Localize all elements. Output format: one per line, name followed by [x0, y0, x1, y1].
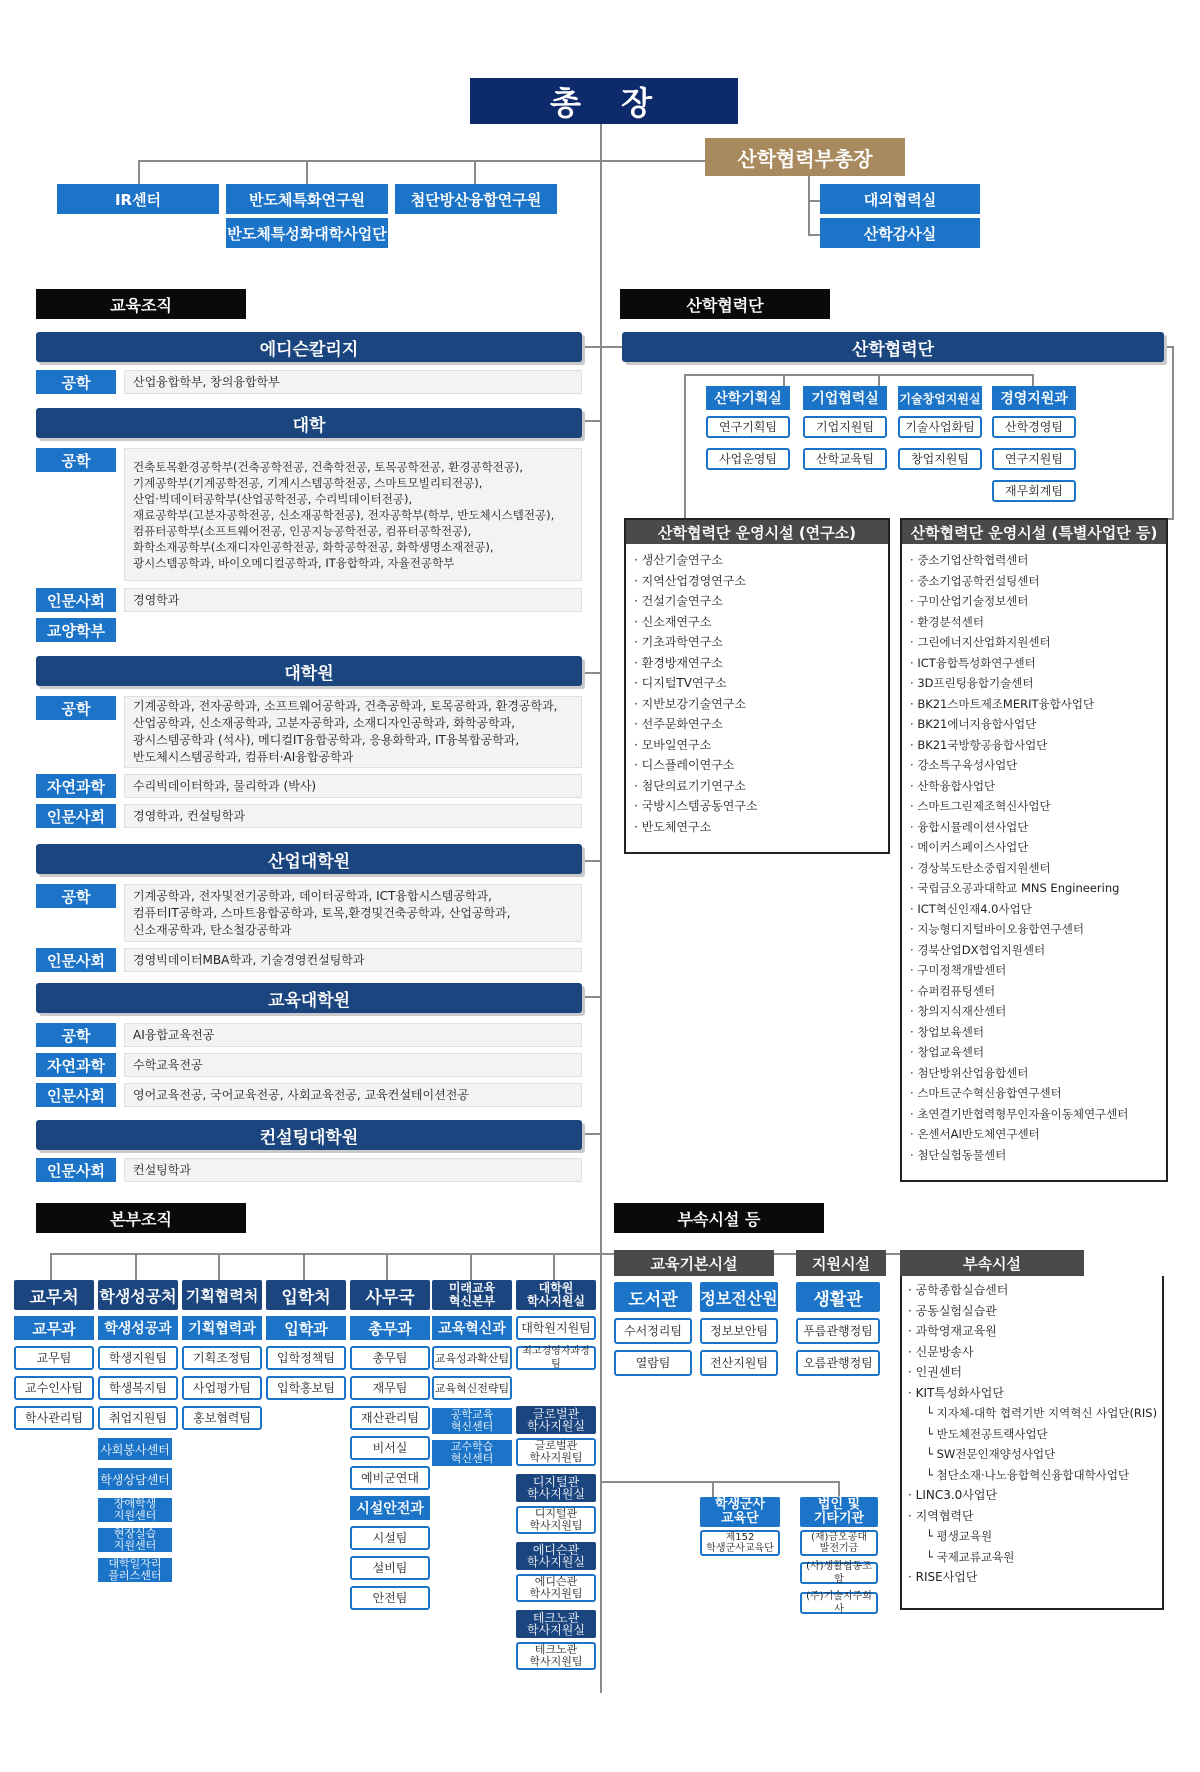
info-center-box: 정보전산원	[700, 1282, 778, 1312]
hq-team: 학생지원팀	[98, 1346, 178, 1370]
hq-team: 학생복지팀	[98, 1376, 178, 1400]
special-project-item: · BK21스마트제조MERIT융합사업단	[910, 694, 1160, 715]
vice-president-box: 산학협력부총장	[705, 138, 905, 176]
special-projects-box	[900, 518, 1168, 1182]
special-project-item: · 창업보육센터	[910, 1022, 1160, 1043]
hq-sub: 총무과	[350, 1316, 430, 1340]
attached-item: · 과학영재교육원	[908, 1324, 997, 1338]
education-graduate-header: 교육대학원	[36, 983, 582, 1013]
research-institute-item: · 첨단의료기기연구소	[634, 776, 882, 797]
consulting-graduate-header: 컨설팅대학원	[36, 1120, 582, 1150]
corp-sub: (사)생활협동조합	[800, 1562, 878, 1584]
hq-head: 학생성공처	[98, 1280, 178, 1310]
special-projects-title: 산학협력단 운영시설 (특별사업단 등)	[902, 520, 1166, 544]
iuc-team: 사업운영팀	[706, 448, 790, 470]
attached-list-box	[900, 1276, 1164, 1610]
attached-item: · KIT특성화사업단	[908, 1385, 1004, 1400]
aff-team: 전산지원팀	[700, 1350, 778, 1376]
research-institute-item: · 지반보강기술연구소	[634, 694, 882, 715]
special-project-item: · 강소특구육성사업단	[910, 755, 1160, 776]
section-affiliated: 부속시설 등	[614, 1203, 824, 1233]
president-box: 총 장	[470, 78, 738, 124]
special-project-item: · 스마트그린제조혁신사업단	[910, 796, 1160, 817]
university-header: 대학	[36, 408, 582, 438]
iuc-dept-management: 경영지원과	[992, 386, 1076, 410]
hq-support-head: 에디슨관 학사지원실	[516, 1542, 596, 1570]
attached-sub-item: └ 국제교류교육원	[926, 1549, 1015, 1564]
special-project-item: · 첨단실험동물센터	[910, 1145, 1160, 1166]
edugrad-tag-nat: 자연과학	[36, 1053, 116, 1077]
special-project-item: · ICT융합특성화연구센터	[910, 653, 1160, 674]
special-project-item: · 경상북도탄소중립지원센터	[910, 858, 1160, 879]
special-project-item: · 국립금오공과대학교 MNS Engineering	[910, 878, 1160, 899]
hq-center: 현장실습 지원센터	[98, 1528, 172, 1552]
industrial-graduate-header: 산업대학원	[36, 844, 582, 874]
indgrad-tag-hum: 인문사회	[36, 948, 116, 972]
research-institute-item: · 환경방재연구소	[634, 653, 882, 674]
semiconductor-institute: 반도체특화연구원	[226, 184, 388, 214]
research-institute-item: · 국방시스템공동연구소	[634, 796, 882, 817]
research-institute-item: · 기초과학연구소	[634, 632, 882, 653]
attached-header: 부속시설	[900, 1250, 1084, 1276]
research-institute-item: · 선주문화연구소	[634, 714, 882, 735]
iuc-team: 창업지원팀	[898, 448, 982, 470]
hq-support-team: 테크노관 학사지원팀	[516, 1642, 596, 1670]
hq-head: 입학처	[266, 1280, 346, 1310]
edison-tag-eng: 공학	[36, 370, 116, 394]
grad-tag-hum: 인문사회	[36, 804, 116, 828]
grad-desc-nat: 수리빅데이터학과, 물리학과 (박사)	[124, 774, 582, 798]
rotc-sub: 제152 학생군사교육단	[700, 1530, 780, 1556]
special-project-item: · 지능형디지털바이오융합연구센터	[910, 919, 1160, 940]
special-project-item: · 중소기업산학협력센터	[910, 550, 1160, 571]
indgrad-tag-eng: 공학	[36, 884, 116, 908]
hq-center: 교수학습 혁신센터	[432, 1440, 512, 1466]
hq-center: 학생상담센터	[98, 1468, 172, 1490]
aff-team: 열람팀	[614, 1350, 692, 1376]
hq-team: 학사관리팀	[14, 1406, 94, 1430]
research-institute-item: · 디지털TV연구소	[634, 673, 882, 694]
edugrad-desc-nat: 수학교육전공	[124, 1053, 582, 1077]
hq-head: 미래교육 혁신본부	[432, 1280, 512, 1310]
hq-team: 총무팀	[350, 1346, 430, 1370]
iuc-team: 기업지원팀	[803, 416, 887, 438]
univ-tag-eng: 공학	[36, 448, 116, 472]
hq-team: 입학홍보팀	[266, 1376, 346, 1400]
special-project-item: · 첨단방위산업융합센터	[910, 1063, 1160, 1084]
special-project-item: · ICT혁신인재4.0사업단	[910, 899, 1160, 920]
hq-team: 시설팀	[350, 1526, 430, 1550]
hq-team: 사업평가팀	[182, 1376, 262, 1400]
iuc-team: 연구지원팀	[992, 448, 1076, 470]
edison-college-header: 에디슨칼리지	[36, 332, 582, 362]
hq-head: 사무국	[350, 1280, 430, 1310]
univ-desc-eng: 건축토목환경공학부(건축공학전공, 건축학전공, 토목공학전공, 환경공학전공), 기계공학부(기계공학전공, 기계시스템공학전공, 스마트모빌리티전공), 산업·빅데이터공학부(산업공학전공, 수리빅데이터전공), 재료공학부(고분자공학전공, 신소재공학전공), 전자공학부(학부, 반도체시스템전공), 컴퓨터공학부(소프트웨어전공, 인공지능공학전공, 컴퓨터공학전공), 화학소재공학부(소재디자인공학전공, 화학공학전공, 화학생명소재전공), 광시스템공학과, 바이오메디컬공학과, IT융합학과, 자율전공학부	[124, 448, 582, 581]
hq-team: 최고경영자과정팀	[516, 1346, 596, 1370]
audit-office: 산학감사실	[820, 218, 980, 248]
section-hq: 본부조직	[36, 1203, 246, 1233]
hq-sub: 기획협력과	[182, 1316, 262, 1340]
graduate-header: 대학원	[36, 656, 582, 686]
hq-team: 기획조정팀	[182, 1346, 262, 1370]
research-institute-item: · 신소재연구소	[634, 612, 882, 633]
iuc-dept-planning: 산학기획실	[706, 386, 790, 410]
hq-sub: 교무과	[14, 1316, 94, 1340]
attached-sub-item: └ 반도체전공트랙사업단	[926, 1426, 1048, 1441]
iuc-dept-startup: 기술창업지원실	[898, 386, 982, 410]
hq-support-head: 글로벌관 학사지원실	[516, 1406, 596, 1434]
hq-team: 교무팀	[14, 1346, 94, 1370]
hq-center: 사회봉사센터	[98, 1438, 172, 1460]
hq-head: 대학원 학사지원실	[516, 1280, 596, 1310]
hq-team: 비서실	[350, 1436, 430, 1460]
hq-team: 설비팀	[350, 1556, 430, 1580]
research-institute-item: · 반도체연구소	[634, 817, 882, 838]
external-affairs: 대외협력실	[820, 184, 980, 214]
special-project-item: · 온센서AI반도체연구센터	[910, 1124, 1160, 1145]
research-institutes-title: 산학협력단 운영시설 (연구소)	[626, 520, 888, 544]
special-project-item: · 그린에너지산업화지원센터	[910, 632, 1160, 653]
special-project-item: · BK21국방항공융합사업단	[910, 735, 1160, 756]
support-fac-header: 지원시설	[796, 1250, 886, 1276]
hq-team: 안전팀	[350, 1586, 430, 1610]
special-project-item: · 초연결기반협력형무인자율이동체연구센터	[910, 1104, 1160, 1125]
hq-support-team: 글로벌관 학사지원팀	[516, 1438, 596, 1466]
hq-facility-sub: 시설안전과	[350, 1496, 430, 1520]
hq-team: 재무팀	[350, 1376, 430, 1400]
univ-desc-hum: 경영학과	[124, 588, 582, 612]
iuc-team: 산학교육팀	[803, 448, 887, 470]
research-institute-item: · 디스플레이연구소	[634, 755, 882, 776]
hq-team: 예비군연대	[350, 1466, 430, 1490]
aff-team: 푸름관행정팀	[796, 1318, 880, 1344]
special-project-item: · 스마트군수혁신융합연구센터	[910, 1083, 1160, 1104]
grad-tag-nat: 자연과학	[36, 774, 116, 798]
attached-list	[902, 1276, 1162, 1588]
research-institute-item: · 생산기술연구소	[634, 550, 882, 571]
hq-support-head: 테크노관 학사지원실	[516, 1610, 596, 1638]
iuc-team: 연구기획팀	[706, 416, 790, 438]
special-project-item: · BK21에너지융합사업단	[910, 714, 1160, 735]
iuc-team: 산학경영팀	[992, 416, 1076, 438]
rotc-box: 학생군사 교육단	[700, 1497, 780, 1527]
research-institute-item: · 건설기술연구소	[634, 591, 882, 612]
attached-item: · 인권센터	[908, 1365, 962, 1379]
special-project-item: · 중소기업공학컨설팅센터	[910, 571, 1160, 592]
indgrad-desc-hum: 경영빅데이터MBA학과, 기술경영컨설팅학과	[124, 948, 582, 972]
edison-desc-eng: 산업융합학부, 창의융합학부	[124, 370, 582, 394]
special-project-item: · 창의지식재산센터	[910, 1001, 1160, 1022]
edugrad-desc-hum: 영어교육전공, 국어교육전공, 사회교육전공, 교육컨설테이션전공	[124, 1083, 582, 1107]
edu-basic-header: 교육기본시설	[614, 1250, 774, 1276]
special-project-item: · 환경분석센터	[910, 612, 1160, 633]
hq-sub: 입학과	[266, 1316, 346, 1340]
hq-sub: 교육혁신과	[432, 1316, 512, 1340]
hq-team: 취업지원팀	[98, 1406, 178, 1430]
hq-team: 교육성과확산팀	[432, 1346, 512, 1370]
special-project-item: · 슈퍼컴퓨팅센터	[910, 981, 1160, 1002]
attached-sub-item: └ SW전문인재양성사업단	[926, 1447, 1056, 1461]
hq-team: 재산관리팀	[350, 1406, 430, 1430]
univ-tag-liberal: 교양학부	[36, 618, 116, 642]
aff-team: 수서정리팀	[614, 1318, 692, 1344]
iuc-header: 산학협력단	[622, 332, 1164, 362]
edugrad-desc-eng: AI융합교육전공	[124, 1023, 582, 1047]
special-project-item: · 구미정책개발센터	[910, 960, 1160, 981]
hq-team: 입학정책팀	[266, 1346, 346, 1370]
hq-team: 홍보협력팀	[182, 1406, 262, 1430]
special-project-item: · 융합시뮬레이션사업단	[910, 817, 1160, 838]
section-edu: 교육조직	[36, 289, 246, 319]
special-project-item: · 경북산업DX협업지원센터	[910, 940, 1160, 961]
edugrad-tag-eng: 공학	[36, 1023, 116, 1047]
hq-support-head: 디지털관 학사지원실	[516, 1474, 596, 1502]
hq-head: 교무처	[14, 1280, 94, 1310]
hq-center: 공학교육 혁신센터	[432, 1408, 512, 1434]
special-project-item: · 창업교육센터	[910, 1042, 1160, 1063]
iuc-team: 재무회계팀	[992, 480, 1076, 502]
semiconductor-project: 반도체특성화대학사업단	[226, 218, 388, 248]
hq-center: 대학일자리 플러스센터	[98, 1558, 172, 1582]
hq-support-team: 디지털관 학사지원팀	[516, 1506, 596, 1534]
hq-head: 기획협력처	[182, 1280, 262, 1310]
grad-desc-eng: 기계공학과, 전자공학과, 소프트웨어공학과, 건축공학과, 토목공학과, 환경공학과, 산업공학과, 신소재공학과, 고분자공학과, 소재디자인공학과, 화학공학과, 광시스템공학과 (석사), 메디컬IT융합공학과, 응용화학과, IT융복합공학과, 반도체시스템공학과, 컴퓨터·AI융합공학과	[124, 696, 582, 768]
attached-sub-item: └ 평생교육원	[926, 1529, 993, 1543]
grad-tag-eng: 공학	[36, 696, 116, 720]
iuc-dept-corporate: 기업협력실	[803, 386, 887, 410]
aff-team: 오름관행정팀	[796, 1350, 880, 1376]
hq-sub: 대학원지원팀	[516, 1316, 596, 1340]
corp-sub: (재)금오공대 발전기금	[800, 1530, 878, 1556]
univ-tag-hum: 인문사회	[36, 588, 116, 612]
indgrad-desc-eng: 기계공학과, 전자및전기공학과, 데이터공학과, ICT융합시스템공학과, 컴퓨터IT공학과, 스마트융합공학과, 토목,환경및건축공학과, 산업공학과, 신소재공학과, 탄소철강공학과	[124, 884, 582, 942]
attached-item: · 신문방송사	[908, 1344, 974, 1359]
special-project-item: · 3D프린팅융합기술센터	[910, 673, 1160, 694]
aff-team: 정보보안팀	[700, 1318, 778, 1344]
attached-sub-item: └ 지자체-대학 협력기반 지역혁신 사업단(RIS)	[926, 1406, 1158, 1420]
special-project-item: · 구미산업기술정보센터	[910, 591, 1160, 612]
ir-center: IR센터	[57, 184, 219, 214]
section-iuc: 산학협력단	[620, 289, 830, 319]
attached-item: · LINC3.0사업단	[908, 1488, 998, 1502]
special-project-item: · 산학융합사업단	[910, 776, 1160, 797]
attached-item: · RISE사업단	[908, 1570, 978, 1584]
edugrad-tag-hum: 인문사회	[36, 1083, 116, 1107]
hq-sub: 학생성공과	[98, 1316, 178, 1340]
consgrad-tag-hum: 인문사회	[36, 1158, 116, 1182]
research-institutes-list	[626, 544, 888, 837]
research-institute-item: · 모바일연구소	[634, 735, 882, 756]
special-projects-list	[902, 544, 1166, 1165]
consgrad-desc-hum: 컨설팅학과	[124, 1158, 582, 1182]
corp-sub: (주)기술지주회사	[800, 1592, 878, 1614]
research-institute-item: · 지역산업경영연구소	[634, 571, 882, 592]
special-project-item: · 메이커스페이스사업단	[910, 837, 1160, 858]
library-box: 도서관	[614, 1282, 692, 1312]
defense-institute: 첨단방산융합연구원	[395, 184, 557, 214]
grad-desc-hum: 경영학과, 컨설팅학과	[124, 804, 582, 828]
attached-sub-item: └ 첨단소재·나노융합혁신융합대학사업단	[926, 1467, 1130, 1482]
hq-team: 교육혁신전략팀	[432, 1376, 512, 1400]
corp-box: 법인 및 기타기관	[800, 1497, 878, 1527]
dormitory-box: 생활관	[796, 1282, 880, 1312]
iuc-team: 기술사업화팀	[898, 416, 982, 438]
attached-item: · 공학종합실습센터	[908, 1283, 1009, 1297]
hq-team: 교수인사팀	[14, 1376, 94, 1400]
attached-item: · 지역협력단	[908, 1508, 974, 1523]
hq-center: 장애학생 지원센터	[98, 1498, 172, 1522]
hq-support-team: 에디슨관 학사지원팀	[516, 1574, 596, 1602]
research-institutes-box	[624, 518, 890, 854]
attached-item: · 공동실험실습관	[908, 1303, 997, 1318]
